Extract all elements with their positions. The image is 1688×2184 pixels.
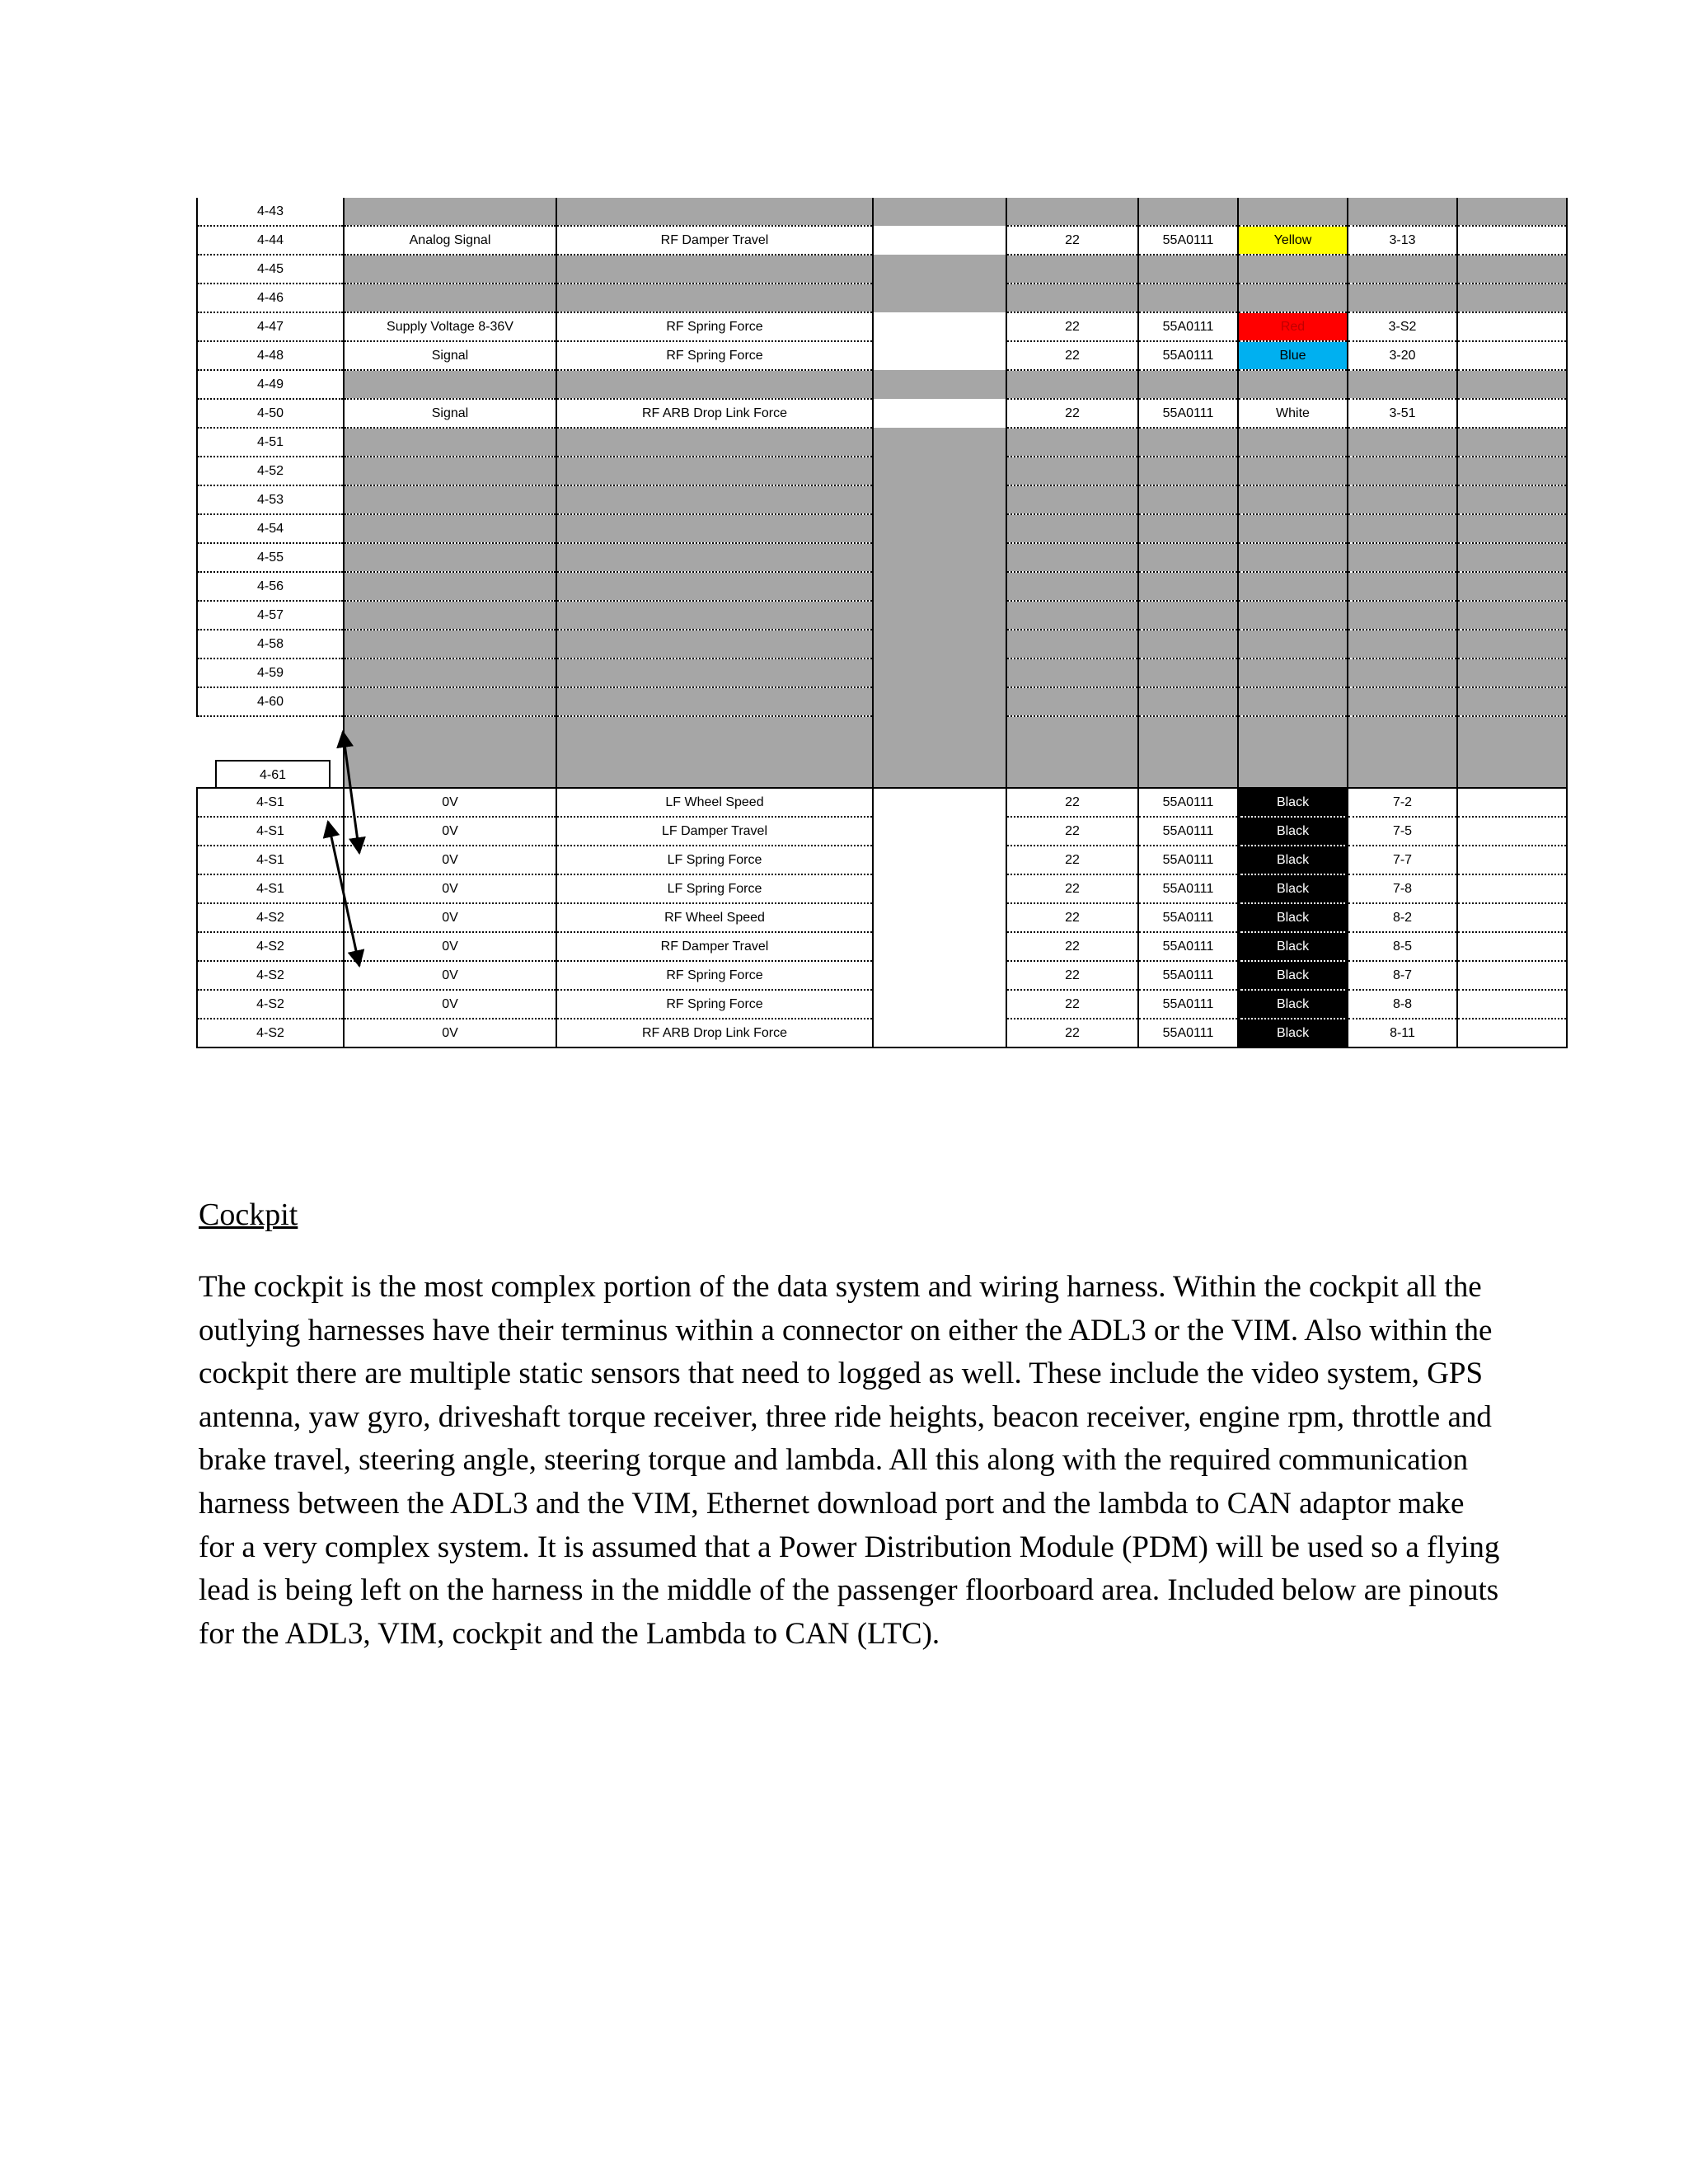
table-row	[197, 1019, 1567, 1047]
function-cell: 0V	[344, 1019, 556, 1047]
gauge-cell: 22	[1006, 1019, 1138, 1047]
table-row	[197, 255, 1567, 284]
color-cell	[1238, 255, 1348, 284]
pin-cell: 4-S2	[197, 903, 344, 932]
notes-cell	[1457, 961, 1567, 990]
table-row	[197, 341, 1567, 370]
dest-cell: 7-7	[1348, 846, 1457, 874]
color-cell: Black	[1238, 961, 1348, 990]
dest-cell	[1348, 543, 1457, 572]
notes-cell	[1457, 399, 1567, 428]
color-cell: Black	[1238, 990, 1348, 1019]
table-row	[197, 485, 1567, 514]
notes-cell	[1457, 572, 1567, 601]
function-cell	[344, 428, 556, 457]
dest-cell	[1348, 687, 1457, 716]
pin-cell: 4-S2	[197, 961, 344, 990]
dest-cell: 7-5	[1348, 817, 1457, 846]
wire-cell: 55A0111	[1138, 932, 1238, 961]
wire-cell: 55A0111	[1138, 990, 1238, 1019]
function-cell	[344, 601, 556, 630]
dest-cell	[1348, 485, 1457, 514]
color-cell	[1238, 687, 1348, 716]
blank-cell	[873, 716, 1006, 788]
gauge-cell	[1006, 370, 1138, 399]
pin-cell: 4-60	[197, 687, 344, 716]
color-cell: Black	[1238, 903, 1348, 932]
notes-cell	[1457, 485, 1567, 514]
sensor-cell	[556, 284, 873, 312]
notes-cell	[1457, 601, 1567, 630]
pin-cell: 4-45	[197, 255, 344, 284]
pin-cell: 4-S1	[197, 817, 344, 846]
sensor-cell: LF Spring Force	[556, 874, 873, 903]
wire-cell	[1138, 457, 1238, 485]
sensor-cell	[556, 514, 873, 543]
sensor-cell	[556, 687, 873, 716]
sensor-cell	[556, 485, 873, 514]
pin-cell: 4-56	[197, 572, 344, 601]
pin-cell: 4-59	[197, 658, 344, 687]
pin-cell: 4-55	[197, 543, 344, 572]
dest-cell: 8-11	[1348, 1019, 1457, 1047]
function-cell: 0V	[344, 846, 556, 874]
notes-cell	[1457, 788, 1567, 817]
blank-cell	[873, 630, 1006, 658]
wire-cell	[1138, 601, 1238, 630]
table-row	[197, 514, 1567, 543]
gauge-cell: 22	[1006, 846, 1138, 874]
wire-cell	[1138, 687, 1238, 716]
table-row	[197, 543, 1567, 572]
dest-cell	[1348, 284, 1457, 312]
gauge-cell: 22	[1006, 399, 1138, 428]
blank-cell	[873, 514, 1006, 543]
dest-cell: 8-2	[1348, 903, 1457, 932]
function-cell: 0V	[344, 817, 556, 846]
notes-cell	[1457, 198, 1567, 226]
notes-cell	[1457, 1019, 1567, 1047]
dest-cell: 7-8	[1348, 874, 1457, 903]
table-row	[197, 399, 1567, 428]
gauge-cell	[1006, 716, 1138, 788]
wire-cell	[1138, 716, 1238, 788]
gauge-cell	[1006, 572, 1138, 601]
dest-cell: 8-8	[1348, 990, 1457, 1019]
pin-cell: 4-57	[197, 601, 344, 630]
table-row	[197, 198, 1567, 226]
dest-cell: 8-7	[1348, 961, 1457, 990]
pin-cell: 4-58	[197, 630, 344, 658]
function-cell	[344, 687, 556, 716]
function-cell: 0V	[344, 903, 556, 932]
sensor-cell: RF Damper Travel	[556, 226, 873, 255]
function-cell	[344, 658, 556, 687]
gauge-cell: 22	[1006, 990, 1138, 1019]
gauge-cell	[1006, 485, 1138, 514]
blank-cell	[873, 457, 1006, 485]
pin-cell: 4-51	[197, 428, 344, 457]
color-cell: Black	[1238, 1019, 1348, 1047]
dest-cell	[1348, 428, 1457, 457]
wire-cell: 55A0111	[1138, 846, 1238, 874]
notes-cell	[1457, 370, 1567, 399]
blank-cell	[873, 788, 1006, 817]
sensor-cell: RF ARB Drop Link Force	[556, 1019, 873, 1047]
wire-cell: 55A0111	[1138, 874, 1238, 903]
dest-cell	[1348, 370, 1457, 399]
table-row	[197, 428, 1567, 457]
function-cell: Analog Signal	[344, 226, 556, 255]
notes-cell	[1457, 874, 1567, 903]
pin-cell: 4-S2	[197, 1019, 344, 1047]
gauge-cell	[1006, 630, 1138, 658]
function-cell: 0V	[344, 874, 556, 903]
blank-cell	[873, 198, 1006, 226]
pin-cell: 4-S1	[197, 788, 344, 817]
dest-cell: 3-S2	[1348, 312, 1457, 341]
wire-cell: 55A0111	[1138, 312, 1238, 341]
color-cell	[1238, 514, 1348, 543]
sensor-cell	[556, 543, 873, 572]
blank-cell	[873, 874, 1006, 903]
pin-cell: 4-43	[197, 198, 344, 226]
color-cell	[1238, 630, 1348, 658]
wire-cell	[1138, 630, 1238, 658]
notes-cell	[1457, 687, 1567, 716]
color-cell	[1238, 457, 1348, 485]
pin-cell: 4-S2	[197, 932, 344, 961]
dest-cell: 3-51	[1348, 399, 1457, 428]
function-cell: 0V	[344, 932, 556, 961]
pin-cell: 4-S1	[197, 874, 344, 903]
blank-cell	[873, 903, 1006, 932]
gauge-cell	[1006, 284, 1138, 312]
blank-cell	[873, 543, 1006, 572]
notes-cell	[1457, 457, 1567, 485]
wire-cell: 55A0111	[1138, 817, 1238, 846]
dest-cell	[1348, 716, 1457, 788]
notes-cell	[1457, 932, 1567, 961]
color-cell	[1238, 198, 1348, 226]
table-row	[197, 817, 1567, 846]
sensor-cell: RF ARB Drop Link Force	[556, 399, 873, 428]
gauge-cell: 22	[1006, 874, 1138, 903]
wire-cell	[1138, 485, 1238, 514]
blank-cell	[873, 428, 1006, 457]
table-row	[197, 788, 1567, 817]
function-cell	[344, 198, 556, 226]
table-row	[197, 226, 1567, 255]
gauge-cell: 22	[1006, 932, 1138, 961]
wire-cell	[1138, 658, 1238, 687]
blank-cell	[873, 932, 1006, 961]
blank-cell	[873, 370, 1006, 399]
wire-cell: 55A0111	[1138, 226, 1238, 255]
pin-cell: 4-54	[197, 514, 344, 543]
gauge-cell	[1006, 601, 1138, 630]
sensor-cell: LF Damper Travel	[556, 817, 873, 846]
sensor-cell	[556, 658, 873, 687]
gauge-cell: 22	[1006, 312, 1138, 341]
color-cell	[1238, 601, 1348, 630]
color-cell: Black	[1238, 788, 1348, 817]
color-cell	[1238, 485, 1348, 514]
wire-cell: 55A0111	[1138, 341, 1238, 370]
blank-cell	[873, 312, 1006, 341]
function-cell	[344, 255, 556, 284]
color-cell	[1238, 370, 1348, 399]
color-cell: Black	[1238, 846, 1348, 874]
section-paragraph: The cockpit is the most complex portion of the data system and wiring harness. Within the cockpit all the outlying harnesses have their terminus within a connector on either the ADL3 or the VIM. Also within the cockpit there are multiple static sensors that need to logged as well. These include the video system, GPS antenna, yaw gyro, driveshaft torque receiver, three ride heights, beacon receiver, engine rpm, throttle and brake travel, steering angle, steering torque and lambda. All this along with the required communication harness between the ADL3 and the VIM, Ethernet download port and the lambda to CAN adaptor make for a very complex system. It is assumed that a Power Distribution Module (PDM) will be used so a flying lead is being left on the harness in the middle of the passenger floorboard area. Included below are pinouts for the ADL3, VIM, cockpit and the Lambda to CAN (LTC).	[199, 1270, 1500, 1651]
sensor-cell: RF Spring Force	[556, 961, 873, 990]
color-cell: Black	[1238, 817, 1348, 846]
dest-cell	[1348, 198, 1457, 226]
sensor-cell: RF Spring Force	[556, 312, 873, 341]
table-row	[197, 457, 1567, 485]
notes-cell	[1457, 716, 1567, 788]
table-row	[197, 601, 1567, 630]
sensor-cell	[556, 572, 873, 601]
notes-cell	[1457, 658, 1567, 687]
wire-cell	[1138, 255, 1238, 284]
function-cell	[344, 514, 556, 543]
gauge-cell: 22	[1006, 788, 1138, 817]
notes-cell	[1457, 255, 1567, 284]
pin-cell: 4-48	[197, 341, 344, 370]
gauge-cell: 22	[1006, 226, 1138, 255]
notes-cell	[1457, 428, 1567, 457]
gauge-cell	[1006, 658, 1138, 687]
sensor-cell: LF Spring Force	[556, 846, 873, 874]
function-cell: 0V	[344, 788, 556, 817]
function-cell	[344, 284, 556, 312]
table-row	[197, 716, 1567, 788]
sensor-cell	[556, 255, 873, 284]
notes-cell	[1457, 630, 1567, 658]
pinout-table	[196, 198, 1568, 1048]
dest-cell	[1348, 658, 1457, 687]
blank-cell	[873, 601, 1006, 630]
sensor-cell: RF Spring Force	[556, 341, 873, 370]
blank-cell	[873, 687, 1006, 716]
wire-cell: 55A0111	[1138, 399, 1238, 428]
blank-cell	[873, 817, 1006, 846]
table-row	[197, 846, 1567, 874]
dest-cell	[1348, 572, 1457, 601]
dest-cell	[1348, 255, 1457, 284]
pin-cell: 4-S1	[197, 846, 344, 874]
color-cell	[1238, 543, 1348, 572]
wire-cell: 55A0111	[1138, 961, 1238, 990]
dest-cell: 3-20	[1348, 341, 1457, 370]
sensor-cell	[556, 428, 873, 457]
blank-cell	[873, 990, 1006, 1019]
sensor-cell: LF Wheel Speed	[556, 788, 873, 817]
table-row	[197, 312, 1567, 341]
table-row	[197, 990, 1567, 1019]
dest-cell	[1348, 514, 1457, 543]
pin-label-box: 4-61	[215, 760, 331, 789]
dest-cell: 7-2	[1348, 788, 1457, 817]
gauge-cell	[1006, 687, 1138, 716]
table-row	[197, 572, 1567, 601]
sensor-cell	[556, 370, 873, 399]
function-cell: Signal	[344, 399, 556, 428]
color-cell	[1238, 716, 1348, 788]
wire-cell: 55A0111	[1138, 903, 1238, 932]
dest-cell: 3-13	[1348, 226, 1457, 255]
gauge-cell	[1006, 543, 1138, 572]
pin-cell: 4-47	[197, 312, 344, 341]
gauge-cell	[1006, 198, 1138, 226]
pin-cell: 4-44	[197, 226, 344, 255]
notes-cell	[1457, 817, 1567, 846]
notes-cell	[1457, 990, 1567, 1019]
color-cell: Black	[1238, 932, 1348, 961]
color-cell: Blue	[1238, 341, 1348, 370]
table-row	[197, 932, 1567, 961]
wire-cell	[1138, 428, 1238, 457]
color-cell: White	[1238, 399, 1348, 428]
pin-cell	[197, 716, 344, 788]
function-cell	[344, 572, 556, 601]
color-cell: Yellow	[1238, 226, 1348, 255]
wire-cell: 55A0111	[1138, 1019, 1238, 1047]
wire-cell	[1138, 198, 1238, 226]
notes-cell	[1457, 284, 1567, 312]
blank-cell	[873, 399, 1006, 428]
function-cell: Signal	[344, 341, 556, 370]
gauge-cell	[1006, 428, 1138, 457]
blank-cell	[873, 572, 1006, 601]
blank-cell	[873, 485, 1006, 514]
blank-cell	[873, 1019, 1006, 1047]
sensor-cell	[556, 601, 873, 630]
function-cell	[344, 485, 556, 514]
table-row	[197, 903, 1567, 932]
table-row	[197, 284, 1567, 312]
blank-cell	[873, 255, 1006, 284]
notes-cell	[1457, 846, 1567, 874]
color-cell: Black	[1238, 874, 1348, 903]
wire-cell	[1138, 543, 1238, 572]
function-cell: 0V	[344, 990, 556, 1019]
notes-cell	[1457, 543, 1567, 572]
gauge-cell	[1006, 457, 1138, 485]
function-cell	[344, 630, 556, 658]
color-cell	[1238, 428, 1348, 457]
blank-cell	[873, 658, 1006, 687]
dest-cell	[1348, 457, 1457, 485]
notes-cell	[1457, 341, 1567, 370]
table-row	[197, 658, 1567, 687]
function-cell	[344, 543, 556, 572]
wire-cell	[1138, 514, 1238, 543]
pin-cell: 4-46	[197, 284, 344, 312]
function-cell	[344, 457, 556, 485]
notes-cell	[1457, 312, 1567, 341]
color-cell	[1238, 572, 1348, 601]
table-row	[197, 370, 1567, 399]
notes-cell	[1457, 226, 1567, 255]
notes-cell	[1457, 903, 1567, 932]
pin-cell: 4-S2	[197, 990, 344, 1019]
gauge-cell: 22	[1006, 903, 1138, 932]
sensor-cell	[556, 198, 873, 226]
sensor-cell: RF Spring Force	[556, 990, 873, 1019]
sensor-cell	[556, 457, 873, 485]
function-cell: Supply Voltage 8-36V	[344, 312, 556, 341]
wire-cell: 55A0111	[1138, 788, 1238, 817]
gauge-cell	[1006, 514, 1138, 543]
sensor-cell	[556, 716, 873, 788]
blank-cell	[873, 961, 1006, 990]
dest-cell	[1348, 601, 1457, 630]
sensor-cell	[556, 630, 873, 658]
dest-cell: 8-5	[1348, 932, 1457, 961]
pin-cell: 4-53	[197, 485, 344, 514]
sensor-cell: RF Wheel Speed	[556, 903, 873, 932]
table-row	[197, 874, 1567, 903]
function-cell	[344, 370, 556, 399]
gauge-cell: 22	[1006, 817, 1138, 846]
color-cell	[1238, 284, 1348, 312]
table-row	[197, 961, 1567, 990]
gauge-cell	[1006, 255, 1138, 284]
pin-cell: 4-49	[197, 370, 344, 399]
blank-cell	[873, 846, 1006, 874]
pin-cell: 4-50	[197, 399, 344, 428]
function-cell	[344, 716, 556, 788]
table-row	[197, 687, 1567, 716]
dest-cell	[1348, 630, 1457, 658]
section-heading: Cockpit	[199, 1197, 298, 1232]
blank-cell	[873, 226, 1006, 255]
pin-cell: 4-52	[197, 457, 344, 485]
gauge-cell: 22	[1006, 341, 1138, 370]
wire-cell	[1138, 572, 1238, 601]
wire-cell	[1138, 370, 1238, 399]
color-cell	[1238, 658, 1348, 687]
wire-cell	[1138, 284, 1238, 312]
blank-cell	[873, 284, 1006, 312]
color-cell: Red	[1238, 312, 1348, 341]
blank-cell	[873, 341, 1006, 370]
table-row	[197, 630, 1567, 658]
notes-cell	[1457, 514, 1567, 543]
sensor-cell: RF Damper Travel	[556, 932, 873, 961]
function-cell: 0V	[344, 961, 556, 990]
gauge-cell: 22	[1006, 961, 1138, 990]
